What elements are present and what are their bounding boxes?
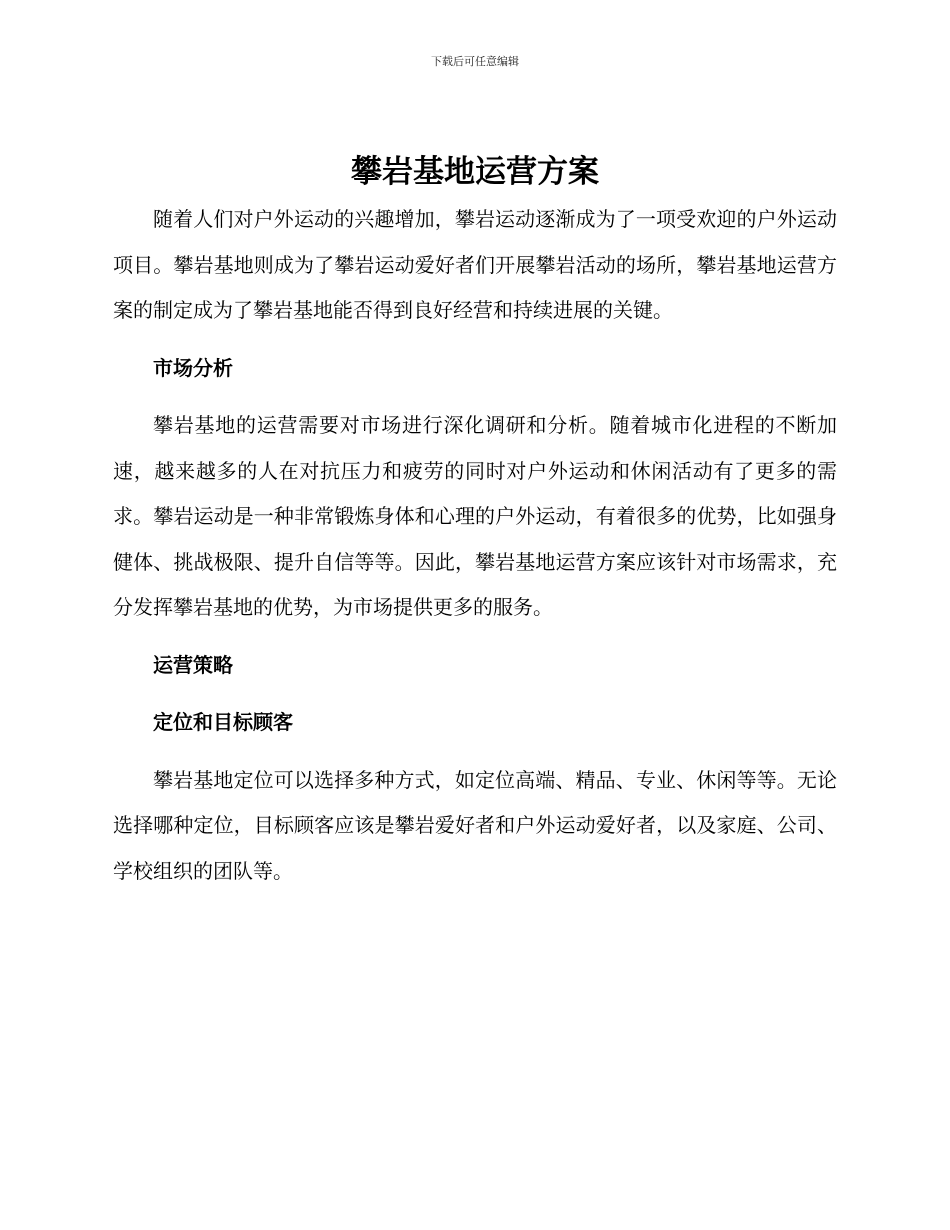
document-body — [113, 197, 837, 894]
positioning-paragraph: 攀岩基地定位可以选择多种方式，如定位高端、精品、专业、休闲等等。无论选择哪种定位，目标顾客应该是攀岩爱好者和户外运动爱好者，以及家庭、公司、学校组织的团队等。 — [113, 767, 837, 883]
spacer — [113, 391, 837, 403]
spacer — [113, 688, 837, 700]
spacer — [113, 746, 837, 758]
intro-paragraph: 随着人们对户外运动的兴趣增加，攀岩运动逐渐成为了一项受欢迎的户外运动项目。攀岩基地则成为了攀岩运动爱好者们开展攀岩活动的场所，攀岩基地运营方案的制定成为了攀岩基地能否得到良好经营和持续进展的关键。 — [113, 207, 837, 322]
market-analysis-paragraph: 攀岩基地的运营需要对市场进行深化调研和分析。随着城市化进程的不断加速，越来越多的人在对抗压力和疲劳的同时对户外运动和休闲活动有了更多的需求。攀岩运动是一种非常锻炼身体和心理的户外运动，有着很多的优势，比如强身健体、挑战极限、提升自信等等。因此，攀岩基地运营方案应该针对市场需求，充分发挥攀岩基地的优势，为市场提供更多的服务。 — [113, 413, 837, 619]
document-title: 攀岩基地运营方案 — [351, 154, 599, 190]
page-header-note: 下载后可任意编辑 — [431, 55, 519, 68]
section-heading-operation-strategy: 运营策略 — [153, 652, 233, 677]
spacer — [113, 631, 837, 643]
section-heading-positioning: 定位和目标顾客 — [153, 710, 293, 734]
section-heading-market-analysis: 市场分析 — [153, 355, 233, 380]
spacer — [113, 334, 837, 346]
